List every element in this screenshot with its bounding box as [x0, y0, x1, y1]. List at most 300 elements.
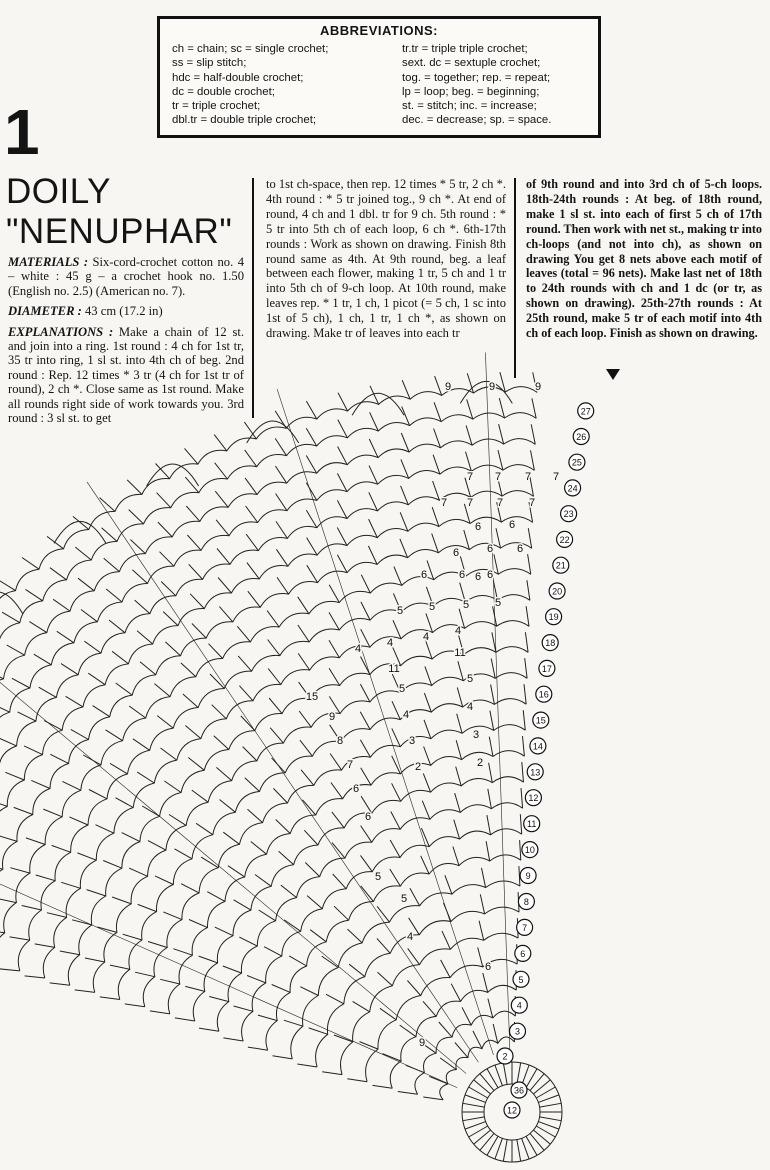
- stitch-stroke: [116, 798, 134, 808]
- materials-label: MATERIALS :: [8, 255, 89, 269]
- stitch-stroke: [248, 1047, 268, 1050]
- stitch-stroke: [289, 956, 306, 966]
- round-marker-number: 13: [530, 767, 541, 778]
- round-marker-number: 14: [532, 741, 543, 752]
- stitch-stroke: [109, 620, 125, 633]
- stitch-stroke: [207, 892, 225, 902]
- stitch-stroke: [93, 706, 110, 717]
- stitch-stroke: [25, 976, 45, 978]
- stitch-stroke: [401, 486, 409, 505]
- stitch-stroke: [394, 567, 402, 586]
- abbreviation-entry: tog. = together; rep. = repeat;: [402, 71, 551, 84]
- stitch-stroke: [307, 896, 322, 909]
- row-count-label: 9: [444, 381, 452, 393]
- stitch-stroke: [380, 1008, 396, 1020]
- stitch-stroke: [306, 456, 316, 474]
- stitch-stroke: [393, 620, 401, 639]
- stitch-stroke: [84, 641, 101, 653]
- stitch-stroke: [161, 582, 176, 596]
- stitch-stroke: [100, 997, 120, 1000]
- stitch-stroke: [31, 780, 50, 788]
- stitch-stroke: [275, 438, 286, 455]
- stitch-stroke: [185, 726, 201, 739]
- stitch-stroke: [160, 552, 174, 567]
- row-count-label: 7: [494, 471, 502, 483]
- stitch-stroke: [273, 1056, 293, 1059]
- stitch-stroke: [209, 644, 223, 659]
- row-count-label: 7: [524, 471, 532, 483]
- center-stroke: [465, 1122, 486, 1130]
- diagram-round-markers: [494, 403, 594, 1118]
- stitch-stroke: [234, 900, 251, 910]
- round-marker-number: 8: [523, 897, 529, 907]
- stitch-stroke: [7, 645, 25, 655]
- stitch-stroke: [525, 632, 528, 652]
- stitch-stroke: [303, 800, 316, 815]
- stitch-stroke: [528, 554, 531, 574]
- stitch-stroke: [486, 841, 490, 861]
- stitch-stroke: [369, 466, 378, 485]
- center-stroke: [522, 1138, 530, 1159]
- stitch-stroke: [239, 937, 257, 946]
- row-count-label: 4: [406, 931, 414, 943]
- stitch-stroke: [181, 884, 199, 893]
- abbreviation-entry: sext. dc = sextuple crochet;: [402, 57, 541, 70]
- row-count-label: 6: [458, 569, 466, 581]
- stitch-stroke: [129, 706, 146, 718]
- stitch-stroke: [61, 882, 80, 888]
- start-arrow: [606, 369, 620, 380]
- stitch-stroke: [498, 450, 503, 470]
- row-count-label: 6: [364, 811, 372, 823]
- stitch-stroke: [401, 459, 409, 478]
- stitch-stroke: [106, 589, 122, 602]
- stitch-stroke: [361, 657, 370, 675]
- stitch-stroke: [239, 686, 253, 701]
- stitch-stroke: [424, 693, 431, 712]
- round-marker-number: 27: [580, 406, 591, 417]
- stitch-round: [193, 777, 526, 1021]
- stitch-stroke: [329, 612, 339, 630]
- stitch-stroke: [258, 1015, 277, 1021]
- stitch-stroke: [298, 597, 309, 614]
- row-count-label: 4: [422, 631, 430, 643]
- row-count-label: 5: [398, 683, 406, 695]
- stitch-stroke: [112, 651, 128, 664]
- stitch-stroke: [158, 522, 172, 537]
- stitch-round: [168, 751, 524, 1014]
- stitch-stroke: [305, 863, 319, 877]
- stitch-stroke: [489, 737, 493, 757]
- instructions-column-3: of 9th round and into 3rd ch of 5-ch loops. 18th-24th rounds : At beg. of 18th round, make 1 sl st. into each of first 5 ch of 17th round. Then work with net st., making tr into ch-loops (and not into ch), as shown on drawing You get 8 nets above each motif of leaves (total = 96 nets). Make last net of 18th to 24th rounds with ch and 1 dc (or tr, as shown on drawing). 25th-27th rounds : At 25th round, make 5 tr of each motif into 4th ch of each loop. Finish as shown on drawing.: [526, 177, 763, 341]
- stitch-stroke: [69, 817, 88, 825]
- stitch-stroke: [277, 577, 289, 594]
- stitch-stroke: [247, 563, 259, 579]
- row-count-label: 6: [486, 569, 494, 581]
- stitch-stroke: [52, 845, 71, 852]
- stitch-stroke: [410, 888, 420, 906]
- stitch-stroke: [138, 904, 157, 911]
- stitch-stroke: [455, 1043, 468, 1058]
- stitch-stroke: [429, 1076, 448, 1084]
- round-marker-number: 23: [563, 509, 574, 520]
- stitch-stroke: [247, 976, 266, 983]
- stitch-stroke: [22, 558, 39, 570]
- stitch-stroke: [157, 716, 173, 729]
- stitch-stroke: [422, 801, 430, 820]
- row-count-label: 6: [452, 547, 460, 559]
- stitch-round: [68, 647, 528, 986]
- stitch-stroke: [0, 969, 20, 971]
- row-count-label: 5: [428, 601, 436, 613]
- row-count-label: 6: [486, 543, 494, 555]
- stitch-stroke: [306, 428, 316, 446]
- stitch-stroke: [66, 696, 83, 707]
- stitch-stroke: [223, 1038, 243, 1041]
- stitch-stroke: [244, 422, 256, 439]
- stitch-stroke: [284, 1020, 303, 1026]
- stitch-stroke: [248, 591, 260, 607]
- stitch-stroke: [0, 670, 4, 679]
- stitch-stroke: [10, 937, 30, 940]
- abbreviation-entry: st. = stitch; inc. = increase;: [402, 100, 537, 113]
- stitch-stroke: [522, 762, 524, 782]
- stitch-stroke: [78, 578, 94, 591]
- instructions-column-2: to 1st ch-space, then rep. 12 times * 5 tr, 2 ch *. 4th round : * 5 tr joined tog., 9 ch *. At end of round, 4 ch and 1 dbl. tr for 9 ch. 5th round : * 5 tr into 5th ch of each loop, 6 ch *. 6th-17th rounds : Work as shown on drawing. Finish 8th round same as 4th. At 9th round, beg. a leaf between each flower, making 1 tr, 5 ch and 1 tr into 5th ch of 9-ch loop. At 10th round, make leaves rep. * 1 tr, 1 ch, 1 picot (= 5 ch, 1 sc into 1st of 5 ch), 1 ch, 1 tr, 1 ch *, as shown on drawing. Make tr of leaves into each tr: [266, 177, 506, 341]
- stitch-stroke: [333, 874, 347, 889]
- stitch-stroke: [161, 748, 177, 760]
- stitch-stroke: [526, 606, 529, 626]
- stitch-stroke: [426, 613, 433, 632]
- row-count-label: 4: [466, 701, 474, 713]
- stitch-stroke: [360, 740, 370, 758]
- stitch-stroke: [361, 602, 370, 620]
- stitch-stroke: [337, 500, 347, 518]
- stitch-stroke: [10, 868, 30, 873]
- stitch-stroke: [192, 790, 208, 802]
- stitch-stroke: [255, 875, 271, 887]
- stitch-stroke: [175, 1018, 195, 1021]
- round-marker-number: 25: [571, 457, 582, 468]
- stitch-stroke: [241, 716, 255, 731]
- stitch-stroke: [135, 600, 150, 614]
- stitch-stroke: [187, 535, 201, 550]
- stitch-stroke: [127, 480, 142, 495]
- materials-text: Six-cord-crochet cotton no. 4 – white : 45 g – a crochet hook no. 1.50 (English no. 2.5) (American no. 7).: [8, 255, 244, 298]
- stitch-stroke: [157, 493, 171, 508]
- stitch-stroke: [190, 594, 204, 609]
- row-count-label: 7: [466, 497, 474, 509]
- stitch-stroke: [106, 730, 123, 741]
- motif-divider: [277, 389, 493, 1055]
- stitch-stroke: [489, 763, 493, 783]
- stitch-stroke: [57, 631, 74, 643]
- center-stroke: [538, 1122, 559, 1130]
- stitch-stroke: [392, 728, 401, 746]
- round-marker-number: 21: [555, 560, 566, 571]
- stitch-stroke: [234, 1006, 253, 1011]
- stitch-stroke: [62, 781, 80, 790]
- stitch-stroke: [334, 1035, 353, 1042]
- stitch-stroke: [370, 412, 379, 431]
- stitch-stroke: [400, 512, 408, 531]
- abbreviation-entry: ch = chain; sc = single crochet;: [172, 43, 329, 55]
- stitch-stroke: [276, 820, 291, 834]
- stitch-round: [0, 569, 531, 964]
- stitch-stroke: [123, 934, 142, 940]
- stitch-stroke: [0, 898, 16, 902]
- stitch-stroke: [215, 463, 228, 479]
- stitch-stroke: [478, 948, 483, 967]
- stitch-stroke: [361, 886, 374, 902]
- stitch-stroke: [246, 534, 258, 550]
- row-count-label: 6: [352, 783, 360, 795]
- stitch-stroke: [453, 847, 459, 866]
- stitch-stroke: [491, 685, 495, 705]
- stitch-stroke: [527, 580, 530, 600]
- stitch-stroke: [5, 772, 24, 780]
- row-count-label: 15: [305, 691, 319, 703]
- stitch-stroke: [88, 673, 105, 685]
- round-marker-number: 12: [528, 793, 539, 804]
- stitch-stroke: [243, 747, 257, 761]
- stitch-stroke: [400, 539, 408, 558]
- round-marker-number: 20: [552, 586, 563, 597]
- stitch-stroke: [132, 570, 147, 584]
- stitch-stroke: [245, 478, 257, 495]
- round-marker-number: 17: [541, 663, 552, 674]
- diameter-text: 43 cm (17.2 in): [81, 304, 163, 319]
- stitch-stroke: [0, 703, 10, 712]
- stitch-stroke: [188, 758, 204, 771]
- stitch-stroke: [525, 658, 527, 678]
- center-stroke: [465, 1095, 486, 1103]
- row-count-label: 7: [440, 497, 448, 509]
- stitch-stroke: [391, 812, 400, 830]
- row-count-label: 11: [388, 663, 400, 675]
- stitch-stroke: [245, 778, 260, 792]
- stitch-stroke: [442, 931, 450, 949]
- stitch-stroke: [400, 1025, 416, 1037]
- stitch-stroke: [307, 538, 318, 556]
- center-stroke: [503, 1140, 507, 1162]
- stitch-stroke: [219, 607, 232, 622]
- stitch-stroke: [129, 510, 144, 524]
- row-count-label: 7: [346, 759, 354, 771]
- stitch-stroke: [154, 684, 170, 697]
- title-line-1: DOILY: [6, 172, 111, 211]
- stitch-stroke: [196, 823, 213, 834]
- stitch-stroke: [130, 540, 145, 554]
- rim-scallop: [460, 381, 512, 403]
- stitch-stroke: [488, 999, 493, 1018]
- row-count-label: 3: [472, 729, 480, 741]
- stitch-stroke: [347, 1079, 367, 1082]
- stitch-stroke: [103, 861, 122, 869]
- stitch-stroke: [284, 920, 301, 931]
- stitch-stroke: [310, 930, 326, 942]
- stitch-stroke: [373, 1085, 393, 1088]
- stitch-stroke: [496, 528, 501, 548]
- round-marker-number: 6: [520, 948, 526, 959]
- stitch-stroke: [148, 841, 166, 851]
- stitch-stroke: [34, 654, 52, 665]
- row-count-label: 8: [336, 735, 344, 747]
- center-stroke: [463, 1117, 485, 1121]
- stitch-stroke: [0, 580, 16, 591]
- stitch-stroke: [104, 558, 120, 571]
- stitch-stroke: [298, 625, 309, 642]
- stitch-stroke: [378, 972, 393, 986]
- stitch-stroke: [210, 674, 224, 689]
- stitch-stroke: [60, 951, 80, 955]
- stitch-stroke: [223, 966, 242, 973]
- center-stroke: [540, 1103, 562, 1107]
- round-marker-number: 9: [525, 871, 531, 881]
- row-count-label: 4: [402, 709, 410, 721]
- stitch-round: [440, 1037, 515, 1100]
- stitch-stroke: [306, 401, 316, 419]
- stitch-stroke: [361, 629, 370, 647]
- stitch-stroke: [432, 507, 439, 526]
- stitch-stroke: [216, 520, 229, 536]
- stitch-stroke: [329, 668, 340, 685]
- stitch-stroke: [272, 985, 291, 993]
- rim-scallop: [54, 521, 106, 543]
- stitch-stroke: [330, 754, 342, 771]
- stitch-stroke: [199, 1028, 219, 1031]
- title-line-2: "NENUPHAR": [6, 212, 233, 251]
- stitch-stroke: [531, 450, 535, 470]
- stitch-stroke: [493, 1024, 498, 1043]
- stitch-stroke: [183, 694, 198, 708]
- explanations-label: EXPLANATIONS :: [8, 324, 114, 339]
- stitch-stroke: [268, 669, 281, 685]
- stitch-stroke: [377, 906, 389, 922]
- stitch-stroke: [523, 736, 525, 756]
- abbreviation-entry: hdc = half-double crochet;: [172, 71, 304, 84]
- row-count-label: 6: [508, 519, 516, 531]
- stitch-stroke: [423, 1097, 443, 1100]
- stitch-stroke: [186, 506, 200, 521]
- stitch-stroke: [150, 1011, 170, 1014]
- stitch-stroke: [137, 631, 153, 644]
- stitch-stroke: [457, 714, 462, 734]
- stitch-stroke: [464, 530, 470, 550]
- stitch-stroke: [181, 663, 196, 677]
- center-stroke: [503, 1063, 507, 1085]
- stitch-stroke: [18, 712, 36, 721]
- stitch-stroke: [75, 547, 91, 560]
- stitch-stroke: [215, 491, 228, 507]
- row-count-label: 9: [488, 381, 496, 393]
- stitch-stroke: [521, 788, 523, 808]
- stitch-stroke: [199, 956, 218, 963]
- stitch-stroke: [322, 1072, 342, 1075]
- stitch-stroke: [332, 812, 344, 828]
- stitch-stroke: [264, 947, 282, 956]
- stitch-stroke: [361, 855, 373, 871]
- stitch-round: [366, 959, 521, 1081]
- stitch-stroke: [488, 789, 492, 809]
- stitch-stroke: [248, 809, 263, 822]
- stitch-stroke: [306, 510, 317, 528]
- stitch-stroke: [14, 807, 33, 814]
- stitch-stroke: [520, 814, 521, 834]
- stitch-stroke: [369, 439, 378, 458]
- page-number: 1: [4, 96, 40, 168]
- round-marker-number: 26: [576, 432, 587, 442]
- stitch-stroke: [160, 979, 180, 984]
- stitch-stroke: [361, 768, 371, 785]
- stitch-stroke: [0, 835, 17, 841]
- stitch-stroke: [281, 885, 297, 898]
- stitch-stroke: [424, 747, 431, 766]
- stitch-stroke: [47, 536, 64, 548]
- row-count-label: 5: [494, 597, 502, 609]
- stitch-stroke: [531, 424, 535, 444]
- stitch-stroke: [441, 960, 451, 978]
- row-count-label: 6: [516, 543, 524, 555]
- abbreviations-title: ABBREVIATIONS:: [320, 23, 438, 38]
- stitch-stroke: [421, 856, 429, 874]
- stitch-stroke: [75, 990, 95, 993]
- stitch-stroke: [228, 866, 245, 877]
- stitch-stroke: [269, 698, 282, 714]
- stitch-stroke: [175, 849, 193, 859]
- stitch-stroke: [140, 662, 156, 675]
- stitch-stroke: [24, 746, 42, 755]
- row-count-label: 5: [374, 871, 382, 883]
- stitch-stroke: [85, 958, 105, 962]
- stitch-stroke: [26, 589, 43, 600]
- round-marker-number: 12: [506, 1105, 518, 1116]
- stitch-stroke: [275, 466, 286, 483]
- abbreviation-entry: tr = triple crochet;: [172, 100, 261, 113]
- stitch-stroke: [110, 965, 130, 969]
- stitch-stroke: [451, 984, 460, 1002]
- stitch-stroke: [29, 622, 46, 633]
- stitch-stroke: [77, 853, 96, 860]
- stitch-stroke: [220, 800, 236, 813]
- stitch-stroke: [524, 684, 526, 704]
- stitch-stroke: [189, 564, 203, 579]
- stitch-stroke: [337, 528, 347, 546]
- stitch-stroke: [246, 506, 258, 523]
- stitch-stroke: [349, 964, 365, 976]
- stitch-stroke: [298, 653, 310, 670]
- row-count-label: 7: [528, 497, 536, 509]
- stitch-stroke: [408, 948, 420, 964]
- stitch-stroke: [398, 1092, 418, 1095]
- stitch-stroke: [133, 739, 150, 751]
- stitch-stroke: [173, 949, 192, 956]
- stitch-stroke: [306, 483, 317, 501]
- stitch-stroke: [50, 983, 70, 985]
- stitch-stroke: [214, 736, 229, 750]
- stitch-stroke: [299, 711, 311, 727]
- stitch-stroke: [491, 659, 495, 679]
- stitch-stroke: [338, 420, 348, 438]
- row-count-label: 4: [454, 625, 462, 637]
- stitch-stroke: [423, 1001, 436, 1016]
- stitch-stroke: [338, 393, 348, 411]
- stitch-stroke: [439, 1022, 452, 1037]
- stitch-stroke: [137, 772, 154, 783]
- stitch-stroke: [112, 897, 131, 904]
- stitch-stroke: [22, 906, 42, 911]
- stitch-stroke: [392, 783, 401, 801]
